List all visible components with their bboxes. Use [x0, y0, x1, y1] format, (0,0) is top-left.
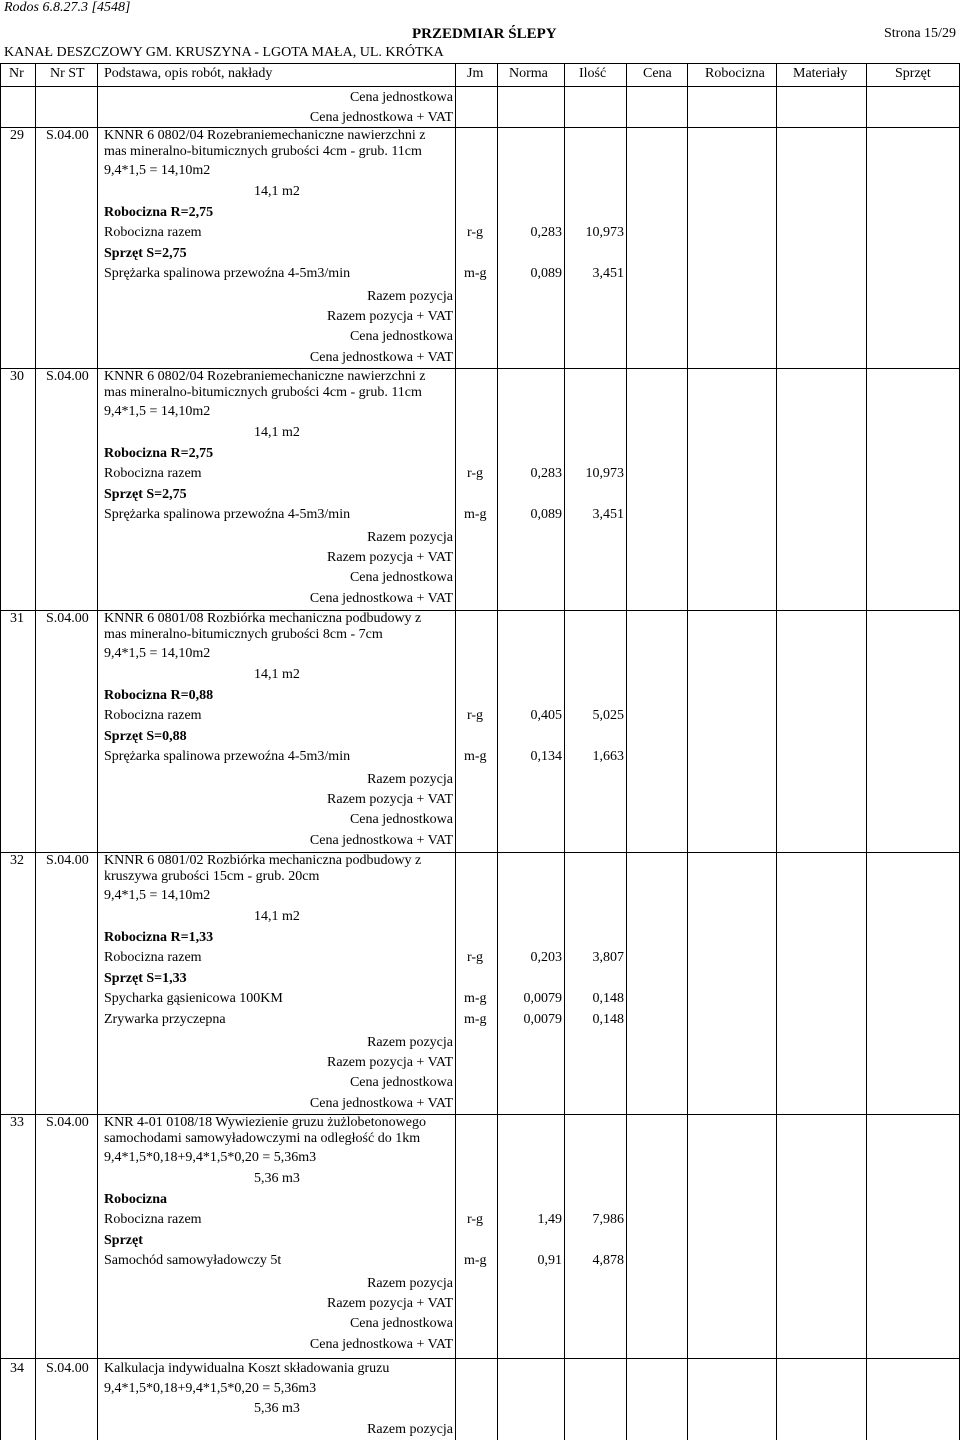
labor-name: Robocizna razem — [104, 708, 202, 723]
position-total-label: Razem pozycja — [367, 1422, 453, 1437]
col-header-nr: Nr — [9, 66, 24, 81]
col-divider — [687, 63, 688, 1440]
position-total-label: Razem pozycja — [367, 289, 453, 304]
labor-quantity: 10,973 — [585, 466, 624, 481]
col-header-norma: Norma — [509, 66, 548, 81]
equipment-norm: 0,089 — [530, 507, 562, 522]
item-st-code: S.04.00 — [46, 611, 89, 626]
equipment-norm: 0,134 — [530, 749, 562, 764]
equipment-name: Samochód samowyładowczy 5t — [104, 1253, 282, 1268]
item-st-code: S.04.00 — [46, 128, 89, 143]
row-divider — [0, 610, 960, 611]
item-description: KNR 4-01 0108/18 Wywiezienie gruzu żużlobetonowego — [104, 1115, 426, 1130]
row-divider — [0, 1114, 960, 1115]
labor-heading: Robocizna R=2,75 — [104, 446, 214, 461]
carryover-unit-price: Cena jednostkowa — [349, 90, 453, 105]
labor-quantity: 7,986 — [592, 1212, 624, 1227]
equipment-quantity: 0,148 — [592, 1012, 624, 1027]
item-description-cont: mas mineralno-bitumicznych grubości 8cm - 7cm — [104, 627, 383, 642]
item-description: KNNR 6 0801/08 Rozbiórka mechaniczna podbudowy z — [104, 611, 422, 626]
item-st-code: S.04.00 — [46, 1115, 89, 1130]
unit-price-vat-label: Cena jednostkowa + VAT — [309, 1096, 453, 1111]
labor-heading: Robocizna R=2,75 — [104, 205, 214, 220]
col-divider — [97, 63, 98, 1440]
col-header-description: Podstawa, opis robót, nakłady — [104, 66, 273, 81]
unit-price-label: Cena jednostkowa — [349, 1075, 453, 1090]
unit-price-label: Cena jednostkowa — [349, 812, 453, 827]
position-total-vat-label: Razem pozycja + VAT — [327, 1055, 453, 1070]
col-header-materialy: Materiały — [793, 66, 848, 81]
labor-name: Robocizna razem — [104, 1212, 202, 1227]
labor-norm: 0,203 — [530, 950, 562, 965]
labor-heading: Robocizna R=0,88 — [104, 688, 214, 703]
equipment-norm: 0,089 — [530, 266, 562, 281]
item-number: 30 — [10, 369, 24, 384]
item-number: 34 — [10, 1361, 24, 1376]
quantity-total: 14,1 m2 — [254, 184, 300, 199]
item-number: 29 — [10, 128, 24, 143]
col-header-sprzet: Sprzęt — [895, 66, 931, 81]
col-header-ilosc: Ilość — [579, 66, 607, 81]
labor-unit: r-g — [467, 708, 484, 723]
position-total-vat-label: Razem pozycja + VAT — [327, 309, 453, 324]
equipment-heading: Sprzęt S=2,75 — [104, 487, 187, 502]
item-st-code: S.04.00 — [46, 853, 89, 868]
item-number: 32 — [10, 853, 24, 868]
col-header-robocizna: Robocizna — [705, 66, 765, 81]
col-divider — [564, 63, 565, 1440]
equipment-norm: 0,0079 — [523, 1012, 562, 1027]
equipment-unit: m-g — [464, 1012, 487, 1027]
project-name: KANAŁ DESZCZOWY GM. KRUSZYNA - LGOTA MAŁA, UL. KRÓTKA — [4, 45, 444, 60]
unit-price-label: Cena jednostkowa — [349, 570, 453, 585]
equipment-unit: m-g — [464, 991, 487, 1006]
equipment-unit: m-g — [464, 507, 487, 522]
labor-norm: 1,49 — [537, 1212, 562, 1227]
item-st-code: S.04.00 — [46, 1361, 89, 1376]
col-divider — [455, 63, 456, 1440]
unit-price-vat-label: Cena jednostkowa + VAT — [309, 350, 453, 365]
equipment-heading: Sprzęt S=1,33 — [104, 971, 187, 986]
labor-quantity: 10,973 — [585, 225, 624, 240]
position-total-vat-label: Razem pozycja + VAT — [327, 550, 453, 565]
item-description: Kalkulacja indywidualna Koszt składowania gruzu — [104, 1361, 390, 1376]
equipment-quantity: 4,878 — [592, 1253, 624, 1268]
equipment-unit: m-g — [464, 749, 487, 764]
item-number: 31 — [10, 611, 24, 626]
equipment-name: Zrywarka przyczepna — [104, 1012, 226, 1027]
equipment-quantity: 1,663 — [592, 749, 624, 764]
col-header-cena: Cena — [643, 66, 672, 81]
quantity-total: 5,36 m3 — [254, 1401, 300, 1416]
col-header-jm: Jm — [467, 66, 484, 81]
item-description-cont: samochodami samowyładowczymi na odległość do 1km — [104, 1131, 421, 1146]
quantity-total: 5,36 m3 — [254, 1171, 300, 1186]
col-header-nrst: Nr ST — [50, 66, 85, 81]
labor-heading: Robocizna — [104, 1192, 167, 1207]
position-total-label: Razem pozycja — [367, 772, 453, 787]
page-number: Strona 15/29 — [884, 26, 956, 41]
quantity-total: 14,1 m2 — [254, 909, 300, 924]
item-st-code: S.04.00 — [46, 369, 89, 384]
carryover-unit-price-vat: Cena jednostkowa + VAT — [309, 110, 453, 125]
unit-price-vat-label: Cena jednostkowa + VAT — [309, 1337, 453, 1352]
quantity-formula: 9,4*1,5 = 14,10m2 — [104, 404, 211, 419]
quantity-formula: 9,4*1,5 = 14,10m2 — [104, 888, 211, 903]
labor-quantity: 3,807 — [592, 950, 624, 965]
quantity-formula: 9,4*1,5 = 14,10m2 — [104, 646, 211, 661]
item-description: KNNR 6 0801/02 Rozbiórka mechaniczna podbudowy z — [104, 853, 422, 868]
equipment-name: Sprężarka spalinowa przewoźna 4-5m3/min — [104, 266, 351, 281]
col-divider — [35, 63, 36, 1440]
equipment-name: Sprężarka spalinowa przewoźna 4-5m3/min — [104, 507, 351, 522]
item-description: KNNR 6 0802/04 Rozebraniemechaniczne nawierzchni z — [104, 128, 426, 143]
equipment-quantity: 0,148 — [592, 991, 624, 1006]
labor-unit: r-g — [467, 225, 484, 240]
labor-name: Robocizna razem — [104, 950, 202, 965]
item-description-cont: mas mineralno-bitumicznych grubości 4cm - grub. 11cm — [104, 144, 422, 159]
position-total-vat-label: Razem pozycja + VAT — [327, 1296, 453, 1311]
item-number: 33 — [10, 1115, 24, 1130]
position-total-label: Razem pozycja — [367, 1035, 453, 1050]
labor-name: Robocizna razem — [104, 225, 202, 240]
table-top-border — [0, 63, 960, 64]
document-title: PRZEDMIAR ŚLEPY — [412, 26, 557, 42]
row-divider — [0, 368, 960, 369]
equipment-norm: 0,91 — [537, 1253, 562, 1268]
equipment-unit: m-g — [464, 1253, 487, 1268]
quantity-formula: 9,4*1,5 = 14,10m2 — [104, 163, 211, 178]
equipment-norm: 0,0079 — [523, 991, 562, 1006]
unit-price-vat-label: Cena jednostkowa + VAT — [309, 833, 453, 848]
item-description: KNNR 6 0802/04 Rozebraniemechaniczne nawierzchni z — [104, 369, 426, 384]
equipment-heading: Sprzęt — [104, 1233, 143, 1248]
labor-unit: r-g — [467, 950, 484, 965]
software-version: Rodos 6.8.27.3 [4548] — [4, 0, 131, 15]
labor-unit: r-g — [467, 1212, 484, 1227]
col-divider — [497, 63, 498, 1440]
equipment-heading: Sprzęt S=0,88 — [104, 729, 187, 744]
equipment-name: Spycharka gąsienicowa 100KM — [104, 991, 283, 1006]
labor-unit: r-g — [467, 466, 484, 481]
position-total-label: Razem pozycja — [367, 1276, 453, 1291]
position-total-vat-label: Razem pozycja + VAT — [327, 792, 453, 807]
col-divider — [0, 63, 1, 1440]
equipment-name: Sprężarka spalinowa przewoźna 4-5m3/min — [104, 749, 351, 764]
equipment-quantity: 3,451 — [592, 266, 624, 281]
labor-norm: 0,405 — [530, 708, 562, 723]
position-total-label: Razem pozycja — [367, 530, 453, 545]
labor-norm: 0,283 — [530, 466, 562, 481]
item-description-cont: mas mineralno-bitumicznych grubości 4cm - grub. 11cm — [104, 385, 422, 400]
item-description-cont: kruszywa grubości 15cm - grub. 20cm — [104, 869, 320, 884]
quantity-total: 14,1 m2 — [254, 425, 300, 440]
equipment-quantity: 3,451 — [592, 507, 624, 522]
quantity-total: 14,1 m2 — [254, 667, 300, 682]
unit-price-label: Cena jednostkowa — [349, 329, 453, 344]
table-header-divider — [0, 86, 960, 87]
col-divider — [866, 63, 867, 1440]
row-divider — [0, 1358, 960, 1359]
labor-name: Robocizna razem — [104, 466, 202, 481]
quantity-formula: 9,4*1,5*0,18+9,4*1,5*0,20 = 5,36m3 — [104, 1381, 317, 1396]
labor-quantity: 5,025 — [592, 708, 624, 723]
unit-price-vat-label: Cena jednostkowa + VAT — [309, 591, 453, 606]
equipment-heading: Sprzęt S=2,75 — [104, 246, 187, 261]
col-divider — [776, 63, 777, 1440]
row-divider — [0, 852, 960, 853]
labor-norm: 0,283 — [530, 225, 562, 240]
quantity-formula: 9,4*1,5*0,18+9,4*1,5*0,20 = 5,36m3 — [104, 1150, 317, 1165]
equipment-unit: m-g — [464, 266, 487, 281]
col-divider — [626, 63, 627, 1440]
labor-heading: Robocizna R=1,33 — [104, 930, 214, 945]
unit-price-label: Cena jednostkowa — [349, 1316, 453, 1331]
